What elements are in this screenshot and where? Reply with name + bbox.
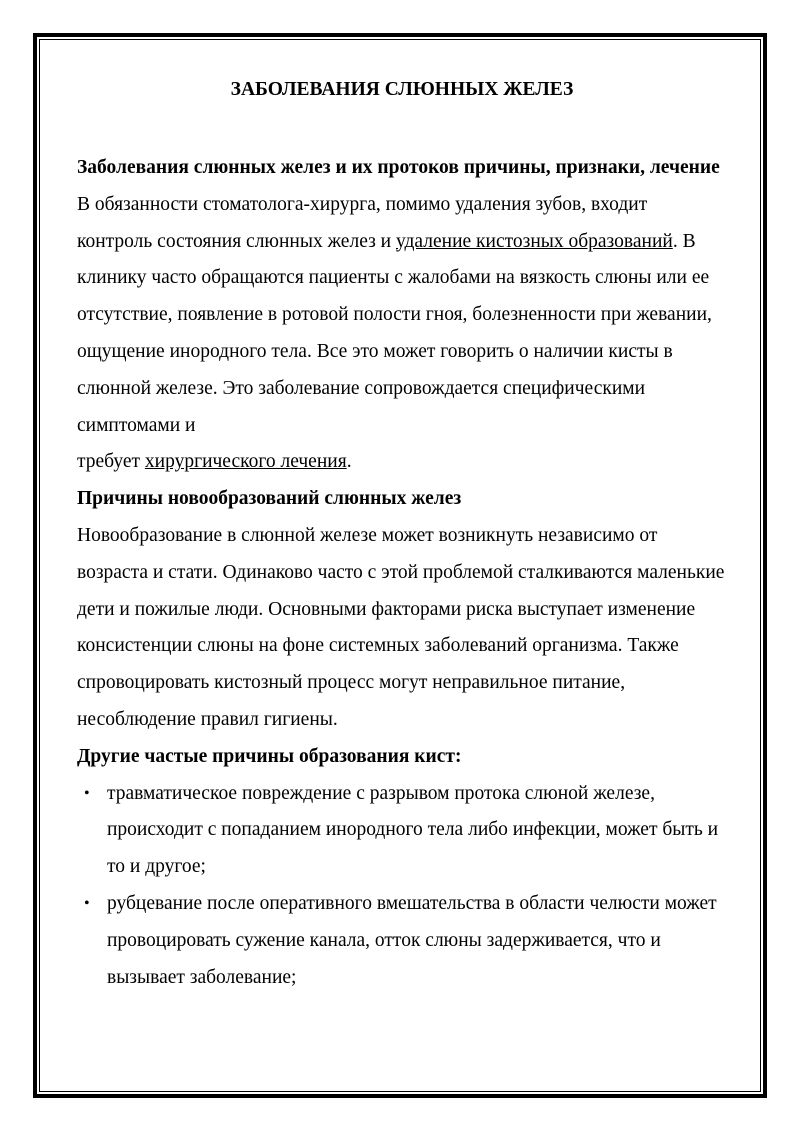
section-heading-causes: Причины новообразований слюнных желез (77, 488, 462, 510)
link-cyst-removal[interactable]: удаление кистозных образований (395, 230, 673, 252)
intro-text-start: В обязанности стоматолога-хирурга, помимо удаления зубов, входит контроль состояния слюнных желез и (77, 193, 648, 252)
intro-text-middle: . В клинику часто обращаются пациенты с жалобами на вязкость слюны или ее отсутствие, появление в ротовой полости гноя, болезненности при жевании, ощущение инородного тела. Все это может говорить о наличии кисты в слюнной железе. Это заболевание сопровождается специфическими симптомами и (77, 230, 712, 436)
section-heading-other-causes: Другие частые причины образования кист: (77, 745, 462, 767)
list-item-text: травматическое повреждение с разрывом протока слюной железе, происходит с попаданием инородного тела либо инфекции, может быть и то и другое; (107, 782, 719, 878)
list-item (77, 886, 727, 996)
bullet-icon: • (84, 784, 90, 802)
link-surgical-treatment[interactable]: хирургического лечения (144, 451, 347, 473)
section-heading-diseases: Заболевания слюнных желез и их протоков причины, признаки, лечение (77, 157, 720, 178)
document-body (77, 150, 727, 996)
other-causes-list (77, 776, 727, 997)
intro-text-end: . (346, 451, 352, 473)
document-title: ЗАБОЛЕВАНИЯ СЛЮННЫХ ЖЕЛЕЗ (230, 79, 574, 100)
causes-paragraph: Новообразование в слюнной железе может возникнуть независимо от возраста и стати. Одинаково часто с этой проблемой сталкиваются маленькие дети и пожилые люди. Основными факторами риска выступает изменение консистенции слюны на фоне системных заболеваний организма. Также спровоцировать кистозный процесс могут неправильное питание, несоблюдение правил гигиены. (77, 524, 725, 730)
list-item-text: рубцевание после оперативного вмешательства в области челюсти может провоцировать сужение канала, отток слюны задерживается, что и вызывает заболевание; (107, 892, 717, 988)
intro-text-tail: требует (77, 451, 145, 473)
list-item (77, 776, 727, 886)
intro-paragraph-tail (77, 444, 727, 481)
intro-paragraph (77, 187, 727, 445)
bullet-icon: • (84, 894, 90, 912)
